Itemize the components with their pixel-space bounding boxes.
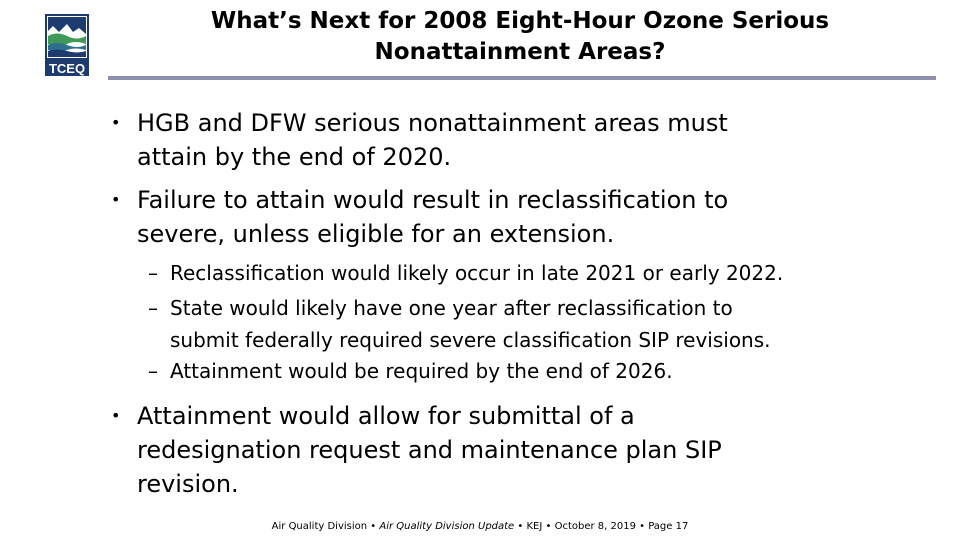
sub-bullet-2-line2: submit federally required severe classification SIP revisions. — [170, 328, 771, 352]
sub-bullet-marker: – — [148, 296, 158, 320]
bullet-3-line2: redesignation request and maintenance plan SIP — [137, 436, 722, 464]
footer-initials: KEJ — [526, 521, 543, 532]
footer-separator: • — [367, 521, 380, 532]
bullet-marker: • — [111, 113, 121, 132]
sub-bullet-2-line1: State would likely have one year after reclassification to — [170, 296, 733, 320]
bullet-marker: • — [111, 406, 121, 425]
bullet-marker: • — [111, 190, 121, 209]
footer-separator: • — [514, 521, 527, 532]
sub-bullet-3-line1: Attainment would be required by the end of 2026. — [170, 359, 673, 383]
sub-bullet-marker: – — [148, 359, 158, 383]
footer-separator: • — [542, 521, 555, 532]
sub-bullet-3 — [148, 355, 673, 387]
bullet-3-line3: revision. — [137, 470, 239, 498]
bullet-2 — [111, 183, 729, 251]
bullet-3-line1: Attainment would allow for submittal of a — [137, 402, 635, 430]
footer-separator: • — [635, 521, 649, 532]
slide-title-line1: What’s Next for 2008 Eight-Hour Ozone Serious — [210, 8, 830, 34]
bullet-1-line2: attain by the end of 2020. — [137, 143, 452, 171]
sub-bullet-1-line1: Reclassification would likely occur in late 2021 or early 2022. — [170, 261, 784, 285]
footer-division: Air Quality Division — [271, 521, 368, 532]
bullet-2-line1: Failure to attain would result in reclassification to — [137, 186, 729, 214]
footer-date: October 8, 2019 — [554, 521, 636, 532]
bullet-1-line1: HGB and DFW serious nonattainment areas must — [137, 109, 728, 137]
footer-update-title: Air Quality Division Update — [379, 521, 515, 532]
slide-footer — [0, 520, 960, 534]
bullet-3 — [111, 399, 722, 501]
footer-page-number: Page 17 — [648, 521, 689, 532]
sub-bullet-marker: – — [148, 261, 158, 285]
sub-bullet-2 — [148, 292, 771, 356]
sub-bullet-1 — [148, 257, 784, 289]
bullet-1 — [111, 106, 728, 174]
bullet-2-line2: severe, unless eligible for an extension. — [137, 220, 615, 248]
logo-text: TCEQ — [48, 61, 86, 76]
slide-title-line2: Nonattainment Areas? — [374, 39, 666, 65]
